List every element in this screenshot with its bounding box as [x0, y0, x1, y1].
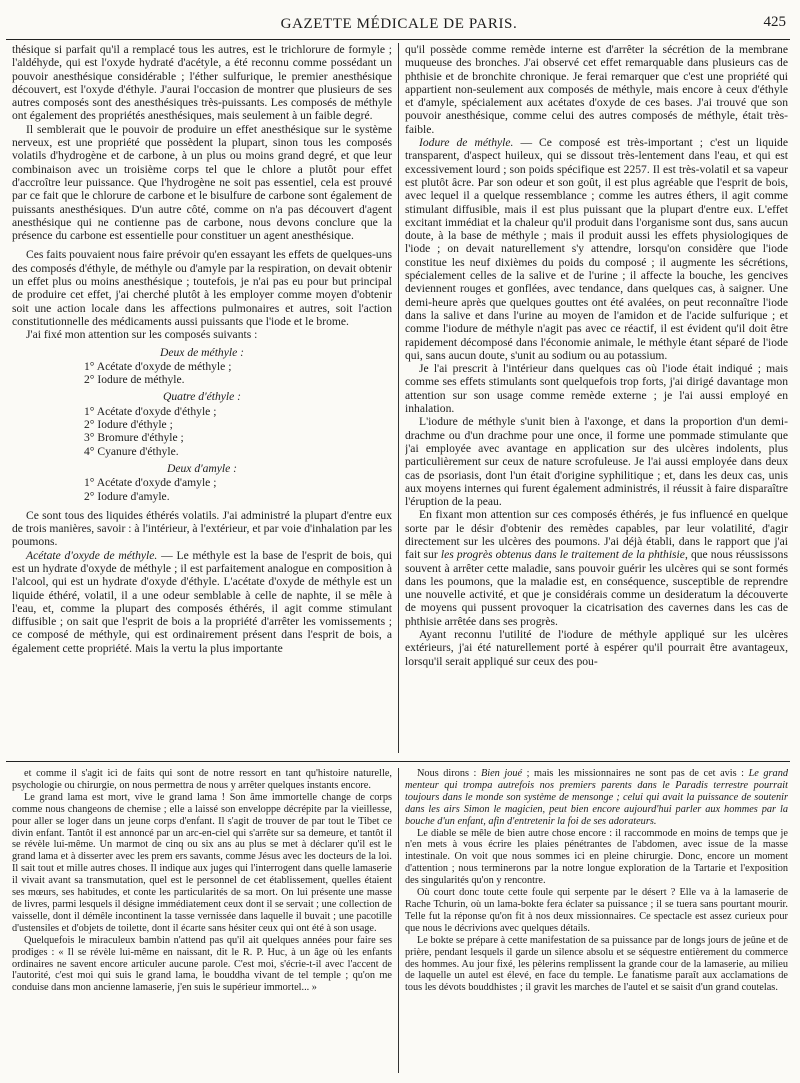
- paragraph: Ces faits pouvaient nous faire prévoir qu'en essayant les effets de quelques-uns des composés d'éthyle, de méthyle ou d'amyle par la respiration, on devait obtenir un effet plus ou moins anesthésique ; toutefois, je n'ai pas eu pour but principal de produire cet effet, j'ai cherché plutôt à les employer comme moyen d'obtenir soit une action locale dans les affections pulmonaires et autres, soit l'action constitutionnelle des médicaments aussi puissants que l'iode et le brome.: [12, 248, 392, 328]
- paragraph-text: — Le méthyle est la base de l'esprit de bois, qui est un hydrate d'oxyde de méthyle ; il est parfaitement analogue en composition à l'alcool, qui est un hydrate d'oxyde d'éthyle. L'acétate d'oxyde de méthyle est un liquide éthéré, volatil, il a une odeur semblable à celle de naphte, il se mêle à l'eau, et, comme la plupart des composés éthérés, il agit comme stimulant diffusible ; on sait que l'esprit de bois a la propriété d'arrêter les vomissements ; ce composé de méthyle, qui est ordinairement présent dans l'esprit de bois, a également cette propriété. Mais la vertu la plus importante: [12, 548, 392, 655]
- paragraph: [405, 136, 788, 362]
- list-heading: Deux d'amyle :: [166, 461, 238, 475]
- paragraph: Ayant reconnu l'utilité de l'iodure de méthyle appliqué sur les ulcères extérieurs, j'ai été naturellement porté à espérer qu'il pourrait être avantageux, lorsqu'il serait appliqué sur ceux des pou-: [405, 628, 788, 668]
- paragraph: thésique si parfait qu'il a remplacé tous les autres, est le trichlorure de formyle ; l'aldéhyde, qui est l'oxyde hydraté d'acétyle, a été reconnu comme possédant un pouvoir anesthésique considérable ; l'éther sulfurique, le premier anesthésique découvert, est l'oxyde d'éthyle. J'aurai l'occasion de montrer que plusieurs de ses autres composés sont des anesthésiques très-puissants. Les composés de méthyle ont également des propriétés anesthésiques, mais seulement à un faible degré.: [12, 43, 392, 123]
- list-item: 1° Acétate d'oxyde de méthyle ;: [84, 359, 232, 373]
- bottom-left-column: [12, 768, 392, 1073]
- italic-quote: Bien joué: [480, 768, 523, 779]
- paragraph: Le grand lama est mort, vive le grand lama ! Son âme immortelle change de corps comme nous changeons de chemise ; elle a laissé son enveloppe décrépite par la vieillesse, pour aller se loger dans un jeune corps d'enfant. Il s'agit de trouver de par tout le Tibet ce divin enfant. Tantôt il est annoncé par un arc-en-ciel qui s'arrête sur sa demeure, et tantôt il se révèle lui-même. Un marmot de cinq ou six ans au plus se met à déclarer qu'il est le grand lama et à disserter avec les prem ers savants, comme Jésus avec les docteurs de la loi. Il sait tout et mille autres choses. Il indique aux juges qui l'interrogent dans quelle lamaserie il vivait avant sa transmutation, quel est le personnel de cet établissement, quelles étaient ses mœurs, ses habitudes, et conte les particularités de sa mort. On lui présente une masse de livres, parmi lesquels il désigne immédiatement ceux dont il se servait ; une collection de vaisselle, dont il démêle incontinent la tasse vernissée dans laquelle il buvait ; une pacotille d'ustensiles et d'objets de toilette, dont il écarte sans hésiter ceux qui ont été à son usage.: [12, 791, 392, 934]
- list-item: 3° Bromure d'éthyle ;: [84, 431, 184, 445]
- page-number: 425: [763, 14, 786, 30]
- paragraph: Quelquefois le miraculeux bambin n'attend pas qu'il ait quelques années pour faire ses prodiges : « Il se révèle lui-même en naissant, dit le R. P. Huc, à un âge où les enfants ordinaires ne savent encore articuler aucune parole. C'est moi, s'écrie-t-il avec l'accent de l'autorité, c'est moi qui suis le grand lama, le bouddha vivant de tel temple ; qu'on me conduise dans mon ancienne lamaserie, j'en suis le supérieur immortel... »: [12, 934, 392, 994]
- list-item: 1° Acétate d'oxyde d'éthyle ;: [84, 404, 217, 418]
- list-item: 2° Iodure d'éthyle ;: [84, 418, 173, 432]
- paragraph: Je l'ai prescrit à l'intérieur dans quelques cas où l'iode était indiqué ; mais comme ses effets stimulants sont quelquefois trop forts, j'ai dirigé davantage mon attention sur son usage comme remède externe ; je l'ai aussi employé en inhalation.: [405, 362, 788, 416]
- paragraph-text: Nous dirons :: [417, 768, 481, 779]
- list-item: 4° Cyanure d'éthyle.: [84, 444, 179, 458]
- paragraph-text: , que nous réussissons souvent à arrêter cette maladie, sans pouvoir guérir les ulcères qui se sont formés dans les poumons, que la maladie est, en conséquence, susceptible de reprendre une nouvelle activité, et que je considérais comme un desideratum la découverte de moyens qui pussent provoquer la cicatrisation des cavernes dans les cas de phthisie arrêtée dans ses progrès.: [405, 548, 788, 628]
- paragraph: Il semblerait que le pouvoir de produire un effet anesthésique sur le système nerveux, est une propriété que possèdent la plupart, sinon tous les composés volatils d'hydrogène et de carbone, à un plus ou moins grand degré, et que leur combinaison avec un troisième corps tel que le chlore a plutôt pour effet d'accroître leur puissance. Que l'hydrogène ne soit pas essentiel, cela est prouvé par ce fait que le chlorure de carbone et le bisulfure de carbone sont également de puissants anesthésiques. D'un autre côté, comme on n'a pas découvert d'agent anesthésique qui ne contienne pas de carbone, nous devons conclure que la présence du carbone est essentielle pour constituer un agent anesthésique.: [12, 122, 392, 243]
- header-rule: [6, 39, 790, 40]
- column-divider: [398, 43, 399, 753]
- paragraph: et comme il s'agit ici de faits qui sont de notre ressort en tant qu'histoire naturelle, psychologie ou chirurgie, on nous permettra de nous y arrêter quelques instants encore.: [12, 768, 392, 791]
- top-left-column: [12, 43, 392, 753]
- paragraph: Où court donc toute cette foule qui serpente par le désert ? Elle va à la lamaserie de Rache Tchurin, où un lama-bokte fera éclater sa puissance ; il se tuera sans pourtant mourir. Telle fut la réponse qu'on fit à nos deux missionnaires. Ce spectacle est assez curieux pour que nous le décrivions avec quelques détails.: [405, 887, 788, 934]
- paragraph-text: ; mais les missionnaires ne sont pas de cet avis :: [522, 768, 749, 779]
- section-lead: Iodure de méthyle.: [419, 136, 514, 150]
- paragraph-text: — Ce composé est très-important ; c'est un liquide transparent, d'aspect huileux, qui se dissout très-lentement dans l'eau, et qui est excessivement lourd ; son poids spécifique est 2257. Il est très-volatil et sa vapeur est plutôt âcre. Par son odeur et son goût, il est plus agréable que l'esprit de bois, avec lequel il a quelque ressemblance ; comme les autres éthers, il agit comme stimulant diffusible, mais il est plus puissant que la plupart d'entre eux. L'effet excitant immédiat et la chaleur qu'il produit dans l'organisme sont dus, sans aucun doute, à la base de méthyle ; mais il produit aussi les effets physiologiques de l'iode ; on devait naturellement s'y attendre, lorsqu'on considère que l'iode constitue les neuf dixièmes du poids du composé ; il augmente les sécrétions, spécialement celles de la salive et de l'urine ; il affecte la bouche, les gencives deviennent rouges et gonflées, avec tendance, dans quelques cas, à saigner. Une demi-heure après que quelques gouttes ont été avalées, on peut reconnaître l'iode dans la salive et dans l'urine au moyen de l'amidon et de l'acide sulfurique ; et comme l'iodure de méthyle n'agit pas avec ce réactif, il est évident qu'il doit être rapidement décomposé dans l'économie animale, le méthyle étant séparé de l'iode qui, sans aucun doute, s'unit au sodium ou au potassium.: [405, 136, 788, 362]
- paragraph: qu'il possède comme remède interne est d'arrêter la sécrétion de la membrane muqueuse des bronches. J'ai observé cet effet remarquable dans plusieurs cas de phthisie et de bronchite chronique. Je ferai remarquer que c'est une propriété qui appartient non-seulement aux composés de méthyle, mais encore à ceux d'éthyle et d'amyle, spécialement aux acétates d'oxyde de ces bases. J'ai trouvé que son pouvoir anesthésique, comme celui des autres composés de méthyle, était très-faible.: [405, 43, 788, 136]
- paragraph-text: En fixant mon attention sur ces composés éthérés, je fus influencé en quelque sorte par le désir d'obtenir des remèdes capables, par leur volatilité, d'agir directement sur les ulcères des poumons. J'ai déjà établi, dans le rapport que j'ai fait sur: [405, 508, 788, 562]
- section-lead: Acétate d'oxyde de méthyle.: [26, 548, 158, 562]
- list-item: 1° Acétate d'oxyde d'amyle ;: [84, 476, 217, 490]
- paragraph: Le bokte se prépare à cette manifestation de sa puissance par de longs jours de jeûne et de prière, pendant lesquels il garde un silence absolu et se séquestre entièrement du commerce des hommes. Au jour fixé, les pèlerins remplissent la grande cour de la lamaserie, au milieu de laquelle un autel est élevé, en face du temple. Le fanatisme paraît aux acclamations de tous les dévots bouddhistes ; il gravit les marches de l'autel et se saisit d'un grand coutelas.: [405, 934, 788, 994]
- column-divider: [398, 768, 399, 1073]
- list-item: 2° Iodure d'amyle.: [84, 489, 170, 503]
- italic-quote: Le grand menteur qui trompa autrefois nos premiers parents dans le Paradis terrestre pourrait toujours dans le monde son système de mensonge ; celui qui avait la puissance de soutenir dans les airs Simon le magicien, peut bien encore aujourd'hui parler aux hommes par la bouche d'un enfant, afin d'entretenir la foi de ses adorateurs.: [405, 768, 788, 827]
- paragraph: Le diable se mêle de bien autre chose encore : il raccommode en moins de temps que je n'en mets à vous écrire les plaies pénétrantes de l'abdomen, avec issue de la masse intestinale. On voit que nous sommes ici en pleine chirurgie. Donc, encore un moment d'attention ; nous terminerons par la notre longue exploration de la Tartarie et l'exposition des singularités qu'on y rencontre.: [405, 827, 788, 887]
- list-heading: Quatre d'éthyle :: [162, 390, 242, 404]
- bottom-right-column: [405, 768, 788, 1073]
- paragraph: L'iodure de méthyle s'unit bien à l'axonge, et dans la proportion d'un demi-drachme ou d'un drachme pour une once, il forme une pommade stimulante que j'ai employée avec avantage en application sur des ulcères indolents, plus particulièrement sur ceux de nature scrofuleuse. Je l'ai aussi employée dans deux cas de psoriasis, dont l'un était d'origine syphilitique ; et, dans les deux cas, unis aux moyens internes qui furent également administrés, il réussit à faire disparaître l'éruption de la peau.: [405, 415, 788, 509]
- page-header: [8, 12, 790, 36]
- journal-title: GAZETTE MÉDICALE DE PARIS.: [280, 16, 518, 32]
- paragraph: [12, 549, 392, 655]
- paragraph: J'ai fixé mon attention sur les composés suivants :: [26, 328, 258, 342]
- paragraph: [405, 768, 788, 828]
- paragraph: [405, 508, 788, 628]
- list-item: 2° Iodure de méthyle.: [84, 373, 185, 387]
- paragraph: Ce sont tous des liquides éthérés volatils. J'ai administré la plupart d'entre eux de trois manières, savoir : à l'intérieur, à l'extérieur, et par voie d'inhalation par les poumons.: [12, 508, 392, 549]
- italic-title: les progrès obtenus dans le traitement de la phthisie: [440, 548, 685, 562]
- section-rule: [6, 761, 790, 762]
- top-right-column: [405, 43, 788, 753]
- list-heading: Deux de méthyle :: [159, 345, 244, 359]
